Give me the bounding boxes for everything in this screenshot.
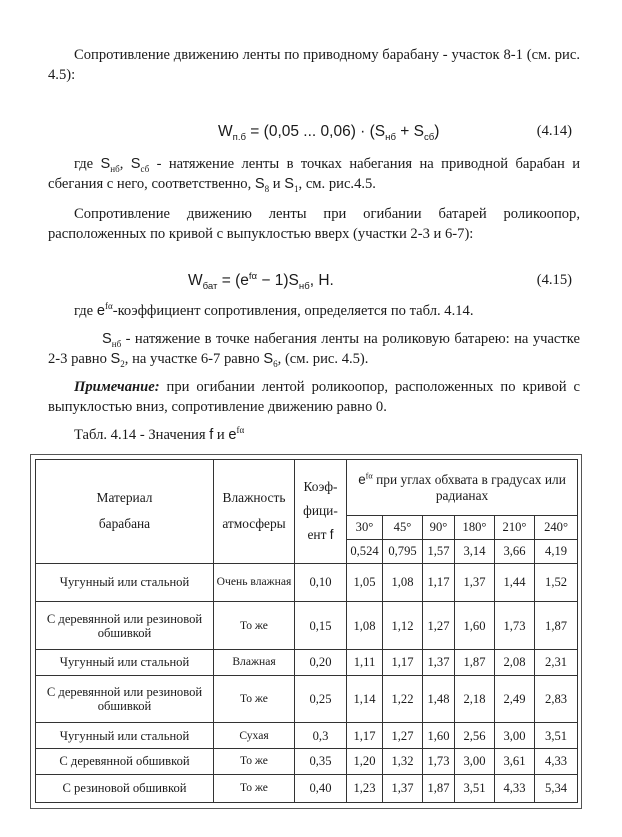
table-row [36,563,578,602]
humidity-cell: То же [214,749,295,775]
value-cell: 4,33 [535,749,578,775]
value-cell: 2,49 [495,675,535,722]
material-cell: С резиновой обшивкой [36,774,214,802]
paragraph-tension-at-battery: $S_{нб}$ - натяжение в точке набегания ленты на роликовую батарею: на участке 2-3 равно $S_2$, на участке 6-7 равно $S_6$, (см. рис. 4.5). [48,331,580,369]
coefficient-cell: 0,20 [295,649,347,675]
coefficient-cell: 0,40 [295,774,347,802]
paragraph-note: Примечание: при огибании лентой роликоопор, расположенных по кривой с выпуклостью вниз, сопротивление движению равно 0. [48,379,580,415]
material-cell: С деревянной или резиновой обшивкой [36,602,214,649]
value-cell: 1,37 [383,774,423,802]
value-cell: 2,56 [455,723,495,749]
value-cell: 1,37 [455,563,495,602]
value-cell: 2,31 [535,649,578,675]
header-radian-cell: 3,66 [495,539,535,563]
header-radian-cell: 0,524 [347,539,383,563]
coefficient-cell: 0,10 [295,563,347,602]
value-cell: 1,32 [383,749,423,775]
header-degree-cell: 180° [455,516,495,540]
value-cell: 1,27 [423,602,455,649]
value-cell: 3,00 [495,723,535,749]
humidity-cell: Влажная [214,649,295,675]
humidity-cell: То же [214,675,295,722]
value-cell: 1,48 [423,675,455,722]
paragraph-resistance-coefficient: где $e^{f\alpha}$-коэффициент сопротивления, определяется по табл. 4.14. [74,301,474,319]
value-cell: 1,14 [347,675,383,722]
humidity-cell: То же [214,774,295,802]
value-cell: 1,23 [347,774,383,802]
value-cell: 1,17 [383,649,423,675]
humidity-cell: Очень влажная [214,563,295,602]
formula-4-15-expression: $W_{бат} = (e^{f\alpha} - 1)S_{нб}$, Н. [188,270,334,293]
value-cell: 1,44 [495,563,535,602]
header-angles: $e^{f\alpha}$ при углах обхвата в градусах или радианах [347,460,578,516]
value-cell: 1,20 [347,749,383,775]
value-cell: 3,00 [455,749,495,775]
formula-4-14 [48,123,580,145]
value-cell: 1,11 [347,649,383,675]
value-cell: 1,17 [423,563,455,602]
value-cell: 1,60 [455,602,495,649]
coefficient-cell: 0,3 [295,723,347,749]
table-row [36,774,578,802]
value-cell: 5,34 [535,774,578,802]
header-degree-cell: 240° [535,516,578,540]
value-cell: 1,73 [495,602,535,649]
humidity-cell: То же [214,602,295,649]
material-cell: Чугунный или стальной [36,563,214,602]
header-degree-cell: 90° [423,516,455,540]
header-humidity: Влажность атмосферы [214,460,295,564]
formula-4-15-number: (4.15) [536,272,572,288]
value-cell: 2,18 [455,675,495,722]
table-header-row [36,460,578,516]
header-radian-cell: 0,795 [383,539,423,563]
value-cell: 1,05 [347,563,383,602]
table-row [36,602,578,649]
value-cell: 1,87 [455,649,495,675]
value-cell: 1,22 [383,675,423,722]
value-cell: 1,73 [423,749,455,775]
table-row [36,749,578,775]
value-cell: 1,27 [383,723,423,749]
formula-4-14-expression: $W_{п.б} = (0,05$ ... $0,06) \cdot (S_{нб} + S_{сб})$ [218,123,440,144]
value-cell: 1,52 [535,563,578,602]
value-cell: 1,12 [383,602,423,649]
value-cell: 1,08 [347,602,383,649]
header-radian-cell: 3,14 [455,539,495,563]
material-cell: Чугунный или стальной [36,649,214,675]
note-title: Примечание: [74,379,160,395]
table-row [36,675,578,722]
header-radian-cell: 4,19 [535,539,578,563]
value-cell: 1,17 [347,723,383,749]
value-cell: 3,61 [495,749,535,775]
formula-4-15 [48,272,580,294]
coefficient-cell: 0,35 [295,749,347,775]
humidity-cell: Сухая [214,723,295,749]
paragraph-tension-definition: где $S_{нб}$, $S_{сб}$ - натяжение ленты в точках набегания на приводной барабан и сбегания с него, соответственно, $S_8$ и $S_1$, см. рис.4.5. [48,156,581,194]
value-cell: 2,83 [535,675,578,722]
formula-4-14-number: (4.14) [536,123,572,139]
paragraph-drive-drum-resistance: Сопротивление движению ленты по приводному барабану - участок 8-1 (см. рис. 4.5): [48,47,580,83]
value-cell: 3,51 [455,774,495,802]
header-material: Материал барабана [36,460,214,564]
value-cell: 1,37 [423,649,455,675]
coefficient-cell: 0,15 [295,602,347,649]
header-degree-cell: 30° [347,516,383,540]
value-cell: 4,33 [495,774,535,802]
table-row [36,649,578,675]
value-cell: 1,60 [423,723,455,749]
material-cell: Чугунный или стальной [36,723,214,749]
value-cell: 1,08 [383,563,423,602]
coefficient-cell: 0,25 [295,675,347,722]
header-degree-cell: 210° [495,516,535,540]
paragraph-roller-battery-resistance: Сопротивление движению ленты при огибании батарей роликоопор, расположенных по кривой с выпуклостью вверх (участки 2-3 и 6-7): [48,206,580,242]
header-coefficient: Коэф- фици- ент f [295,460,347,564]
coefficients-table [35,459,578,803]
material-cell: С деревянной обшивкой [36,749,214,775]
value-cell: 1,87 [423,774,455,802]
header-radian-cell: 1,57 [423,539,455,563]
table-caption: Табл. 4.14 - Значения f и $e^{f\alpha}$ [74,425,245,443]
value-cell: 3,51 [535,723,578,749]
table-row [36,723,578,749]
material-cell: С деревянной или резиновой обшивкой [36,675,214,722]
header-degree-cell: 45° [383,516,423,540]
value-cell: 2,08 [495,649,535,675]
value-cell: 1,87 [535,602,578,649]
